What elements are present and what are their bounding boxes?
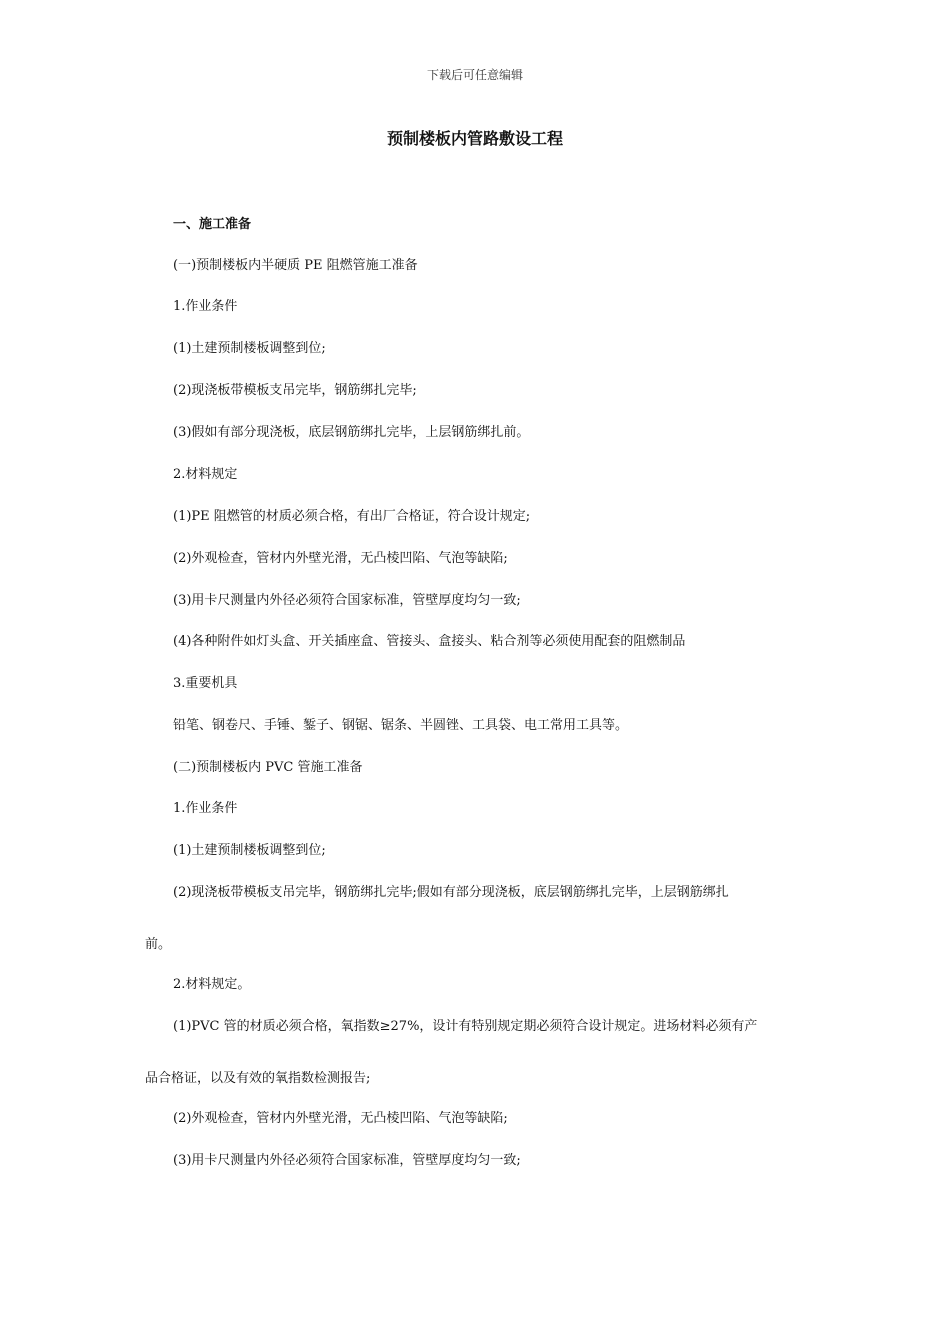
subsection-heading: (二)预制楼板内 PVC 管施工准备 bbox=[173, 760, 363, 775]
header-note: 下载后可任意编辑 bbox=[426, 68, 523, 82]
list-item: (2)外观检查，管材内外壁光滑，无凸棱凹陷、气泡等缺陷; bbox=[173, 551, 508, 566]
list-item: (2)外观检查，管材内外壁光滑，无凸棱凹陷、气泡等缺陷; bbox=[173, 1111, 508, 1126]
list-item: (2)现浇板带模板支吊完毕，钢筋绑扎完毕;假如有部分现浇板，底层钢筋绑扎完毕，上层钢筋绑扎 bbox=[173, 885, 729, 900]
list-item: (3)用卡尺测量内外径必须符合国家标准，管壁厚度均匀一致; bbox=[173, 593, 521, 608]
list-item-continuation: 品合格证，以及有效的氧指数检测报告; bbox=[145, 1071, 371, 1086]
list-item: (3)假如有部分现浇板，底层钢筋绑扎完毕，上层钢筋绑扎前。 bbox=[173, 425, 530, 440]
list-item: (1)土建预制楼板调整到位; bbox=[173, 843, 326, 858]
item-heading: 1.作业条件 bbox=[173, 801, 238, 816]
document-title: 预制楼板内管路敷设工程 bbox=[386, 129, 563, 148]
item-heading: 2.材料规定 bbox=[173, 467, 238, 482]
item-heading: 3.重要机具 bbox=[173, 676, 238, 691]
list-item: (2)现浇板带模板支吊完毕，钢筋绑扎完毕; bbox=[173, 383, 417, 398]
section-heading: 一、施工准备 bbox=[173, 217, 252, 232]
paragraph: 铅笔、钢卷尺、手锤、錾子、钢锯、锯条、半圆锉、工具袋、电工常用工具等。 bbox=[173, 718, 629, 733]
list-item: (4)各种附件如灯头盒、开关插座盒、管接头、盒接头、粘合剂等必须使用配套的阻燃制品 bbox=[173, 634, 686, 649]
list-item: (1)PE 阻燃管的材质必须合格，有出厂合格证，符合设计规定; bbox=[173, 509, 531, 524]
item-heading: 2.材料规定。 bbox=[173, 977, 251, 992]
list-item-continuation: 前。 bbox=[145, 937, 172, 952]
subsection-heading: (一)预制楼板内半硬质 PE 阻燃管施工准备 bbox=[173, 258, 418, 273]
item-heading: 1.作业条件 bbox=[173, 299, 238, 314]
list-item: (1)PVC 管的材质必须合格，氧指数≥27%，设计有特别规定期必须符合设计规定。进场材料必须有产 bbox=[173, 1019, 758, 1034]
list-item: (3)用卡尺测量内外径必须符合国家标准，管壁厚度均匀一致; bbox=[173, 1153, 521, 1168]
list-item: (1)土建预制楼板调整到位; bbox=[173, 341, 326, 356]
